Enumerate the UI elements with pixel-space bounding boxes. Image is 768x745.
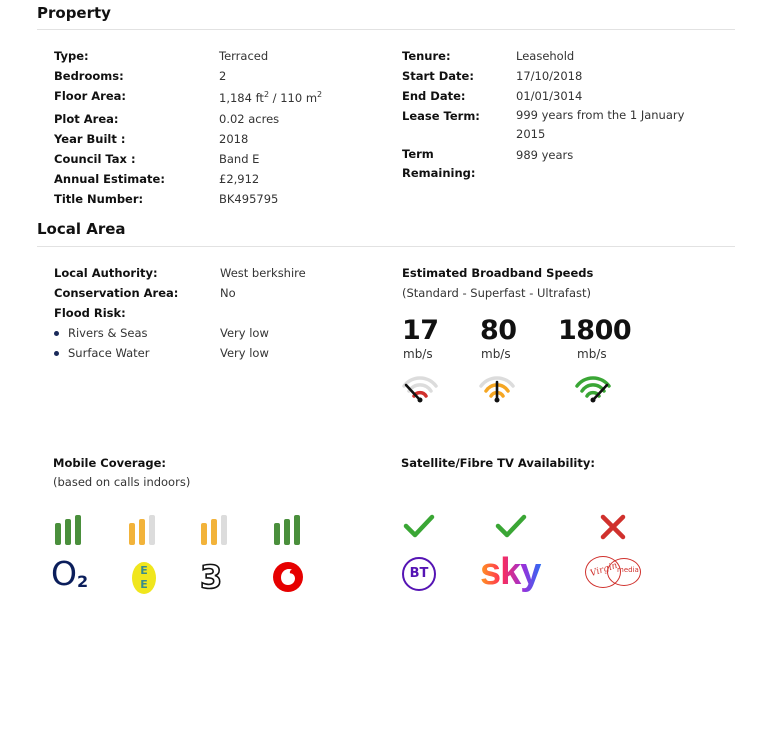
local-authority-value: West berkshire: [220, 266, 306, 280]
local-area-divider: [37, 246, 735, 247]
lease-term-value: 999 years from the 1 January 2015: [516, 108, 685, 141]
title-number-label: Title Number:: [54, 192, 144, 206]
start-date-value: 17/10/2018: [516, 69, 583, 83]
virgin-media-logo-icon: Virgin media: [585, 556, 641, 588]
flood-risk-label: Flood Risk:: [54, 306, 126, 320]
end-date-label: End Date:: [402, 89, 466, 103]
type-value: Terraced: [219, 49, 269, 63]
svg-text:sky: sky: [480, 551, 541, 593]
bedrooms-label: Bedrooms:: [54, 69, 124, 83]
conservation-area-value: No: [220, 286, 236, 300]
tenure-label: Tenure:: [402, 49, 451, 63]
term-remaining-value: 989 years: [516, 148, 574, 162]
year-built-value: 2018: [219, 132, 249, 146]
flood-surface-value: Very low: [220, 346, 269, 360]
plot-area-value: 0.02 acres: [219, 112, 280, 126]
speed-standard-value: 17: [402, 315, 439, 346]
tv-availability-title: Satellite/Fibre TV Availability:: [401, 456, 595, 470]
vodafone-logo-icon: [272, 561, 304, 593]
property-heading: Property: [37, 4, 111, 22]
floor-area-value: 1,184 $ft^2 / 110$ $m^2$: [219, 90, 323, 105]
bedrooms-value: 2: [219, 69, 227, 83]
council-tax-value: Band E: [219, 152, 260, 166]
bullet-icon: [54, 351, 59, 356]
speed-gauge-ultrafast-icon: [573, 372, 613, 406]
floor-area-label: Floor Area:: [54, 89, 127, 103]
term-remaining-label: Term Remaining:: [402, 147, 476, 180]
sky-available-check-icon: [495, 514, 527, 538]
plot-area-label: Plot Area:: [54, 112, 119, 126]
speed-superfast-value: 80: [480, 315, 517, 346]
end-date-value: 01/01/3014: [516, 89, 583, 103]
start-date-label: Start Date:: [402, 69, 474, 83]
mobile-coverage-title: Mobile Coverage:: [53, 456, 166, 470]
annual-estimate-value: £2,912: [219, 172, 260, 186]
property-divider: [37, 29, 735, 30]
o2-signal-icon: [55, 515, 85, 545]
speed-gauge-standard-icon: [400, 372, 440, 406]
conservation-area-label: Conservation Area:: [54, 286, 179, 300]
flood-rivers-value: Very low: [220, 326, 269, 340]
year-built-label: Year Built :: [54, 132, 126, 146]
flood-rivers-label: Rivers & Seas: [68, 326, 148, 340]
speed-ultrafast-value: 1800: [558, 315, 632, 346]
three-logo-icon: 3: [200, 558, 223, 596]
broadband-title: Estimated Broadband Speeds: [402, 266, 594, 280]
broadband-subtitle: (Standard - Superfast - Ultrafast): [402, 286, 591, 300]
mobile-coverage-subtitle: (based on calls indoors): [53, 475, 191, 489]
lease-term-label: Lease Term:: [402, 109, 480, 123]
annual-estimate-label: Annual Estimate:: [54, 172, 165, 186]
local-authority-label: Local Authority:: [54, 266, 158, 280]
ee-logo-icon: E E: [132, 562, 156, 594]
speed-gauge-superfast-icon: [477, 372, 517, 406]
speed-ultrafast-unit: mb/s: [577, 347, 607, 361]
vodafone-signal-icon: [274, 515, 304, 545]
o2-logo-icon: O 2: [51, 554, 89, 593]
bt-logo-icon: BT: [402, 557, 436, 591]
council-tax-label: Council Tax :: [54, 152, 136, 166]
title-number-value: BK495795: [219, 192, 279, 206]
type-label: Type:: [54, 49, 89, 63]
bullet-icon: [54, 331, 59, 336]
ee-signal-icon: [129, 515, 159, 545]
speed-standard-unit: mb/s: [403, 347, 433, 361]
speed-superfast-unit: mb/s: [481, 347, 511, 361]
sky-logo-icon: [479, 548, 545, 594]
flood-surface-label: Surface Water: [68, 346, 150, 360]
tenure-value: Leasehold: [516, 49, 575, 63]
local-area-heading: Local Area: [37, 220, 126, 238]
bt-available-check-icon: [403, 514, 435, 538]
three-signal-icon: [201, 515, 231, 545]
virgin-unavailable-cross-icon: [600, 514, 626, 540]
